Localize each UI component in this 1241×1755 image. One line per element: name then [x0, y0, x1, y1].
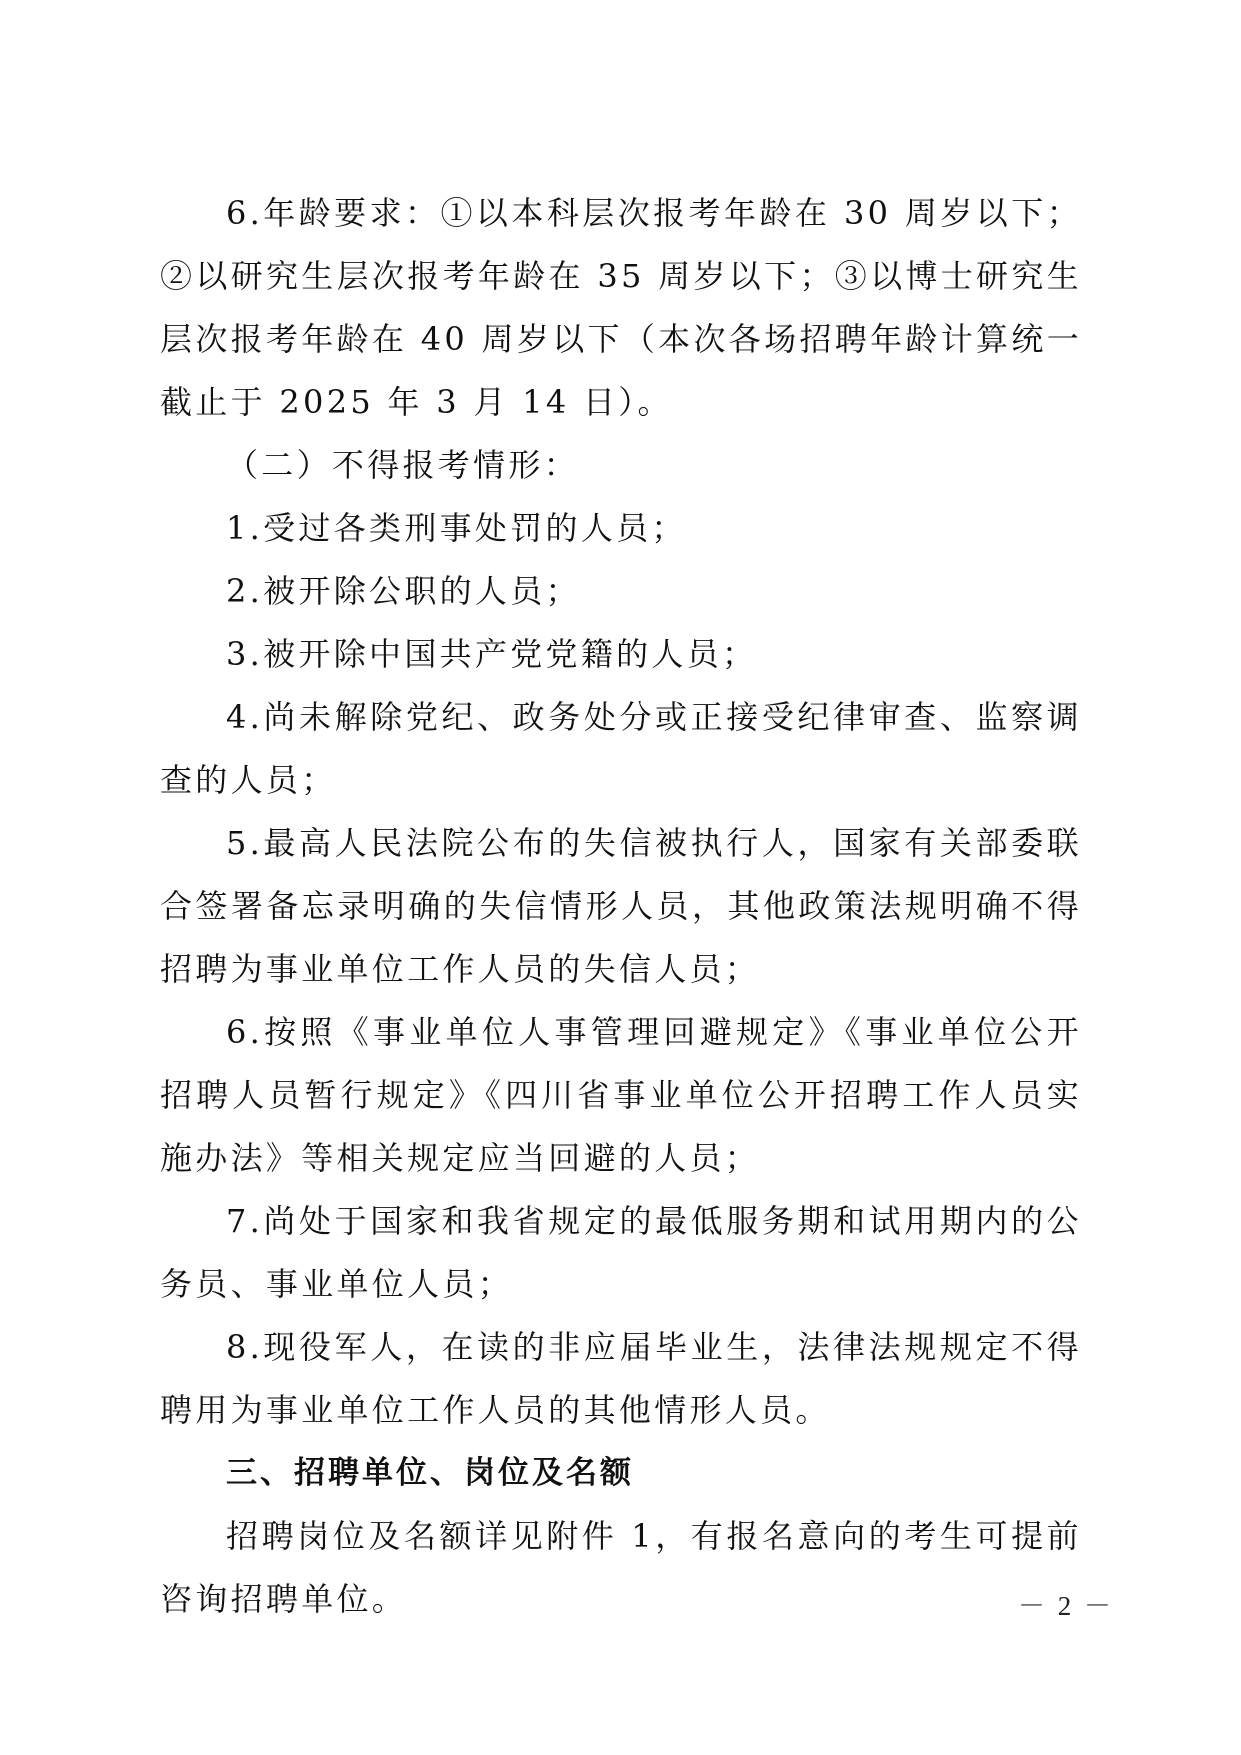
section-heading: 三、招聘单位、岗位及名额 — [226, 1455, 634, 1491]
disqualification-item-2: 2.被开除公职的人员； — [226, 572, 581, 610]
disqualification-item-1: 1.受过各类刑事处罚的人员； — [226, 509, 687, 547]
disqualification-subheading: （二）不得报考情形： — [226, 446, 580, 484]
disqualification-item-6: 6.按照《事业单位人事管理回避规定》《事业单位公开招聘人员暂行规定》《四川省事业单位公开招聘工作人员实施办法》等相关规定应当回避的人员； — [160, 1013, 1082, 1177]
page-number: － 2 － — [1018, 1591, 1114, 1621]
disqualification-item-5: 5.最高人民法院公布的失信被执行人，国家有关部委联合签署备忘录明确的失信情形人员，其他政策法规明确不得招聘为事业单位工作人员的失信人员； — [160, 824, 1082, 988]
disqualification-item-4: 4.尚未解除党纪、政务处分或正接受纪律审查、监察调查的人员； — [160, 698, 1082, 799]
document-body — [160, 182, 1082, 1631]
disqualification-item-3: 3.被开除中国共产党党籍的人员； — [226, 635, 758, 673]
disqualification-item-7: 7.尚处于国家和我省规定的最低服务期和试用期内的公务员、事业单位人员； — [160, 1202, 1082, 1303]
age-requirement-paragraph: 6.年龄要求：①以本科层次报考年龄在 30 周岁以下；②以研究生层次报考年龄在 35 周岁以下；③以博士研究生层次报考年龄在 40 周岁以下（本次各场招聘年龄计算统一截止于 2025 年 3 月 14 日）。 — [160, 194, 1082, 421]
disqualification-item-8: 8.现役军人，在读的非应届毕业生，法律法规规定不得聘用为事业单位工作人员的其他情形人员。 — [160, 1328, 1082, 1429]
section-paragraph: 招聘岗位及名额详见附件 1，有报名意向的考生可提前咨询招聘单位。 — [160, 1517, 1082, 1618]
